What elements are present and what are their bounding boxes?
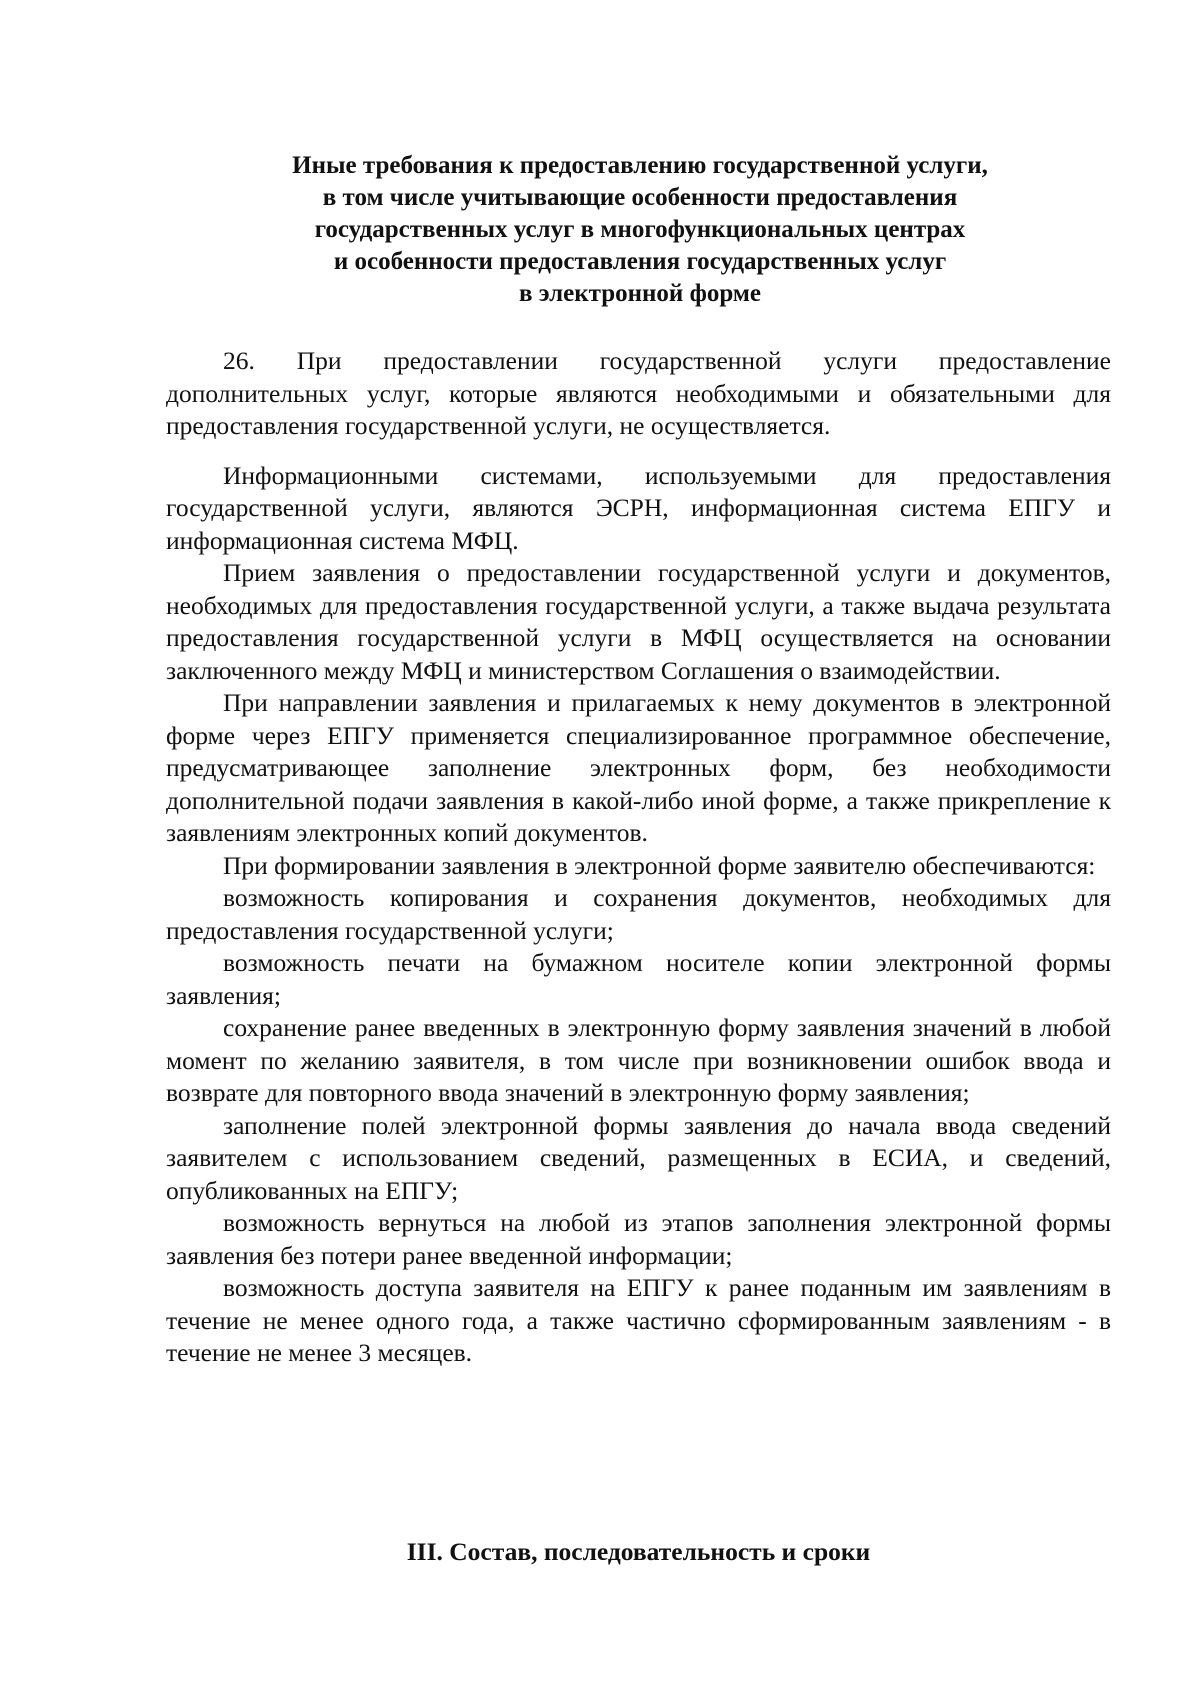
heading-line: в том числе учитывающие особенности предоставления	[322, 184, 958, 211]
heading-line: Иные требования к предоставлению государственной услуги,	[292, 152, 988, 179]
heading-line: в электронной форме	[518, 280, 762, 307]
list-item: возможность печати на бумажном носителе копии электронной формы заявления;	[166, 948, 1111, 1010]
paragraph-information-systems: Информационными системами, используемыми для предоставления государственной услуги, являются ЭСРН, информационная система ЕПГУ и информационная система МФЦ.	[166, 460, 1111, 555]
list-item: сохранение ранее введенных в электронную форму заявления значений в любой момент по желанию заявителя, в том числе при возникновении ошибок ввода и возврате для повторного ввода значений в электронную форму заявления;	[166, 1013, 1111, 1107]
paragraph-application-reception: Прием заявления о предоставлении государственной услуги и документов, необходимых для предоставления государственной услуги, а также выдача результата предоставления государственной услуги в МФЦ осуществляется на основании заключенного между МФЦ и министерством Соглашения о взаимодействии.	[166, 558, 1111, 685]
paragraph-epgu-submission: При направлении заявления и прилагаемых к нему документов в электронной форме через ЕПГУ применяется специализированное программное обеспечение, предусматривающее заполнение электронных форм, без необходимости дополнительной подачи заявления в какой-либо иной форме, а также прикрепление к заявлениям электронных копий документов.	[166, 688, 1111, 847]
heading-line: государственных услуг в многофункциональных центрах	[314, 216, 966, 243]
list-item: возможность копирования и сохранения документов, необходимых для предоставления государственной услуги;	[166, 883, 1111, 945]
section-title: III. Состав, последовательность и сроки	[406, 1537, 871, 1566]
section-heading	[160, 150, 1120, 310]
paragraph-form-provisions: При формировании заявления в электронной форме заявителю обеспечиваются:	[223, 850, 1096, 880]
list-item: возможность вернуться на любой из этапов заполнения электронной формы заявления без потери ранее введенной информации;	[166, 1208, 1111, 1270]
list-item: заполнение полей электронной формы заявления до начала ввода сведений заявителем с использованием сведений, размещенных в ЕСИА, и сведений, опубликованных на ЕПГУ;	[166, 1110, 1111, 1205]
list-item: возможность доступа заявителя на ЕПГУ к ранее поданным им заявлениям в течение не менее одного года, а также частично сформированным заявлениям - в течение не менее 3 месяцев.	[166, 1273, 1111, 1367]
document-body	[166, 345, 1111, 1370]
paragraph-26: 26. При предоставлении государственной услуги предоставление дополнительных услуг, которые являются необходимыми и обязательными для предоставления государственной услуги, не осуществляется.	[166, 346, 1111, 440]
heading-line: и особенности предоставления государственных услуг	[333, 248, 947, 275]
